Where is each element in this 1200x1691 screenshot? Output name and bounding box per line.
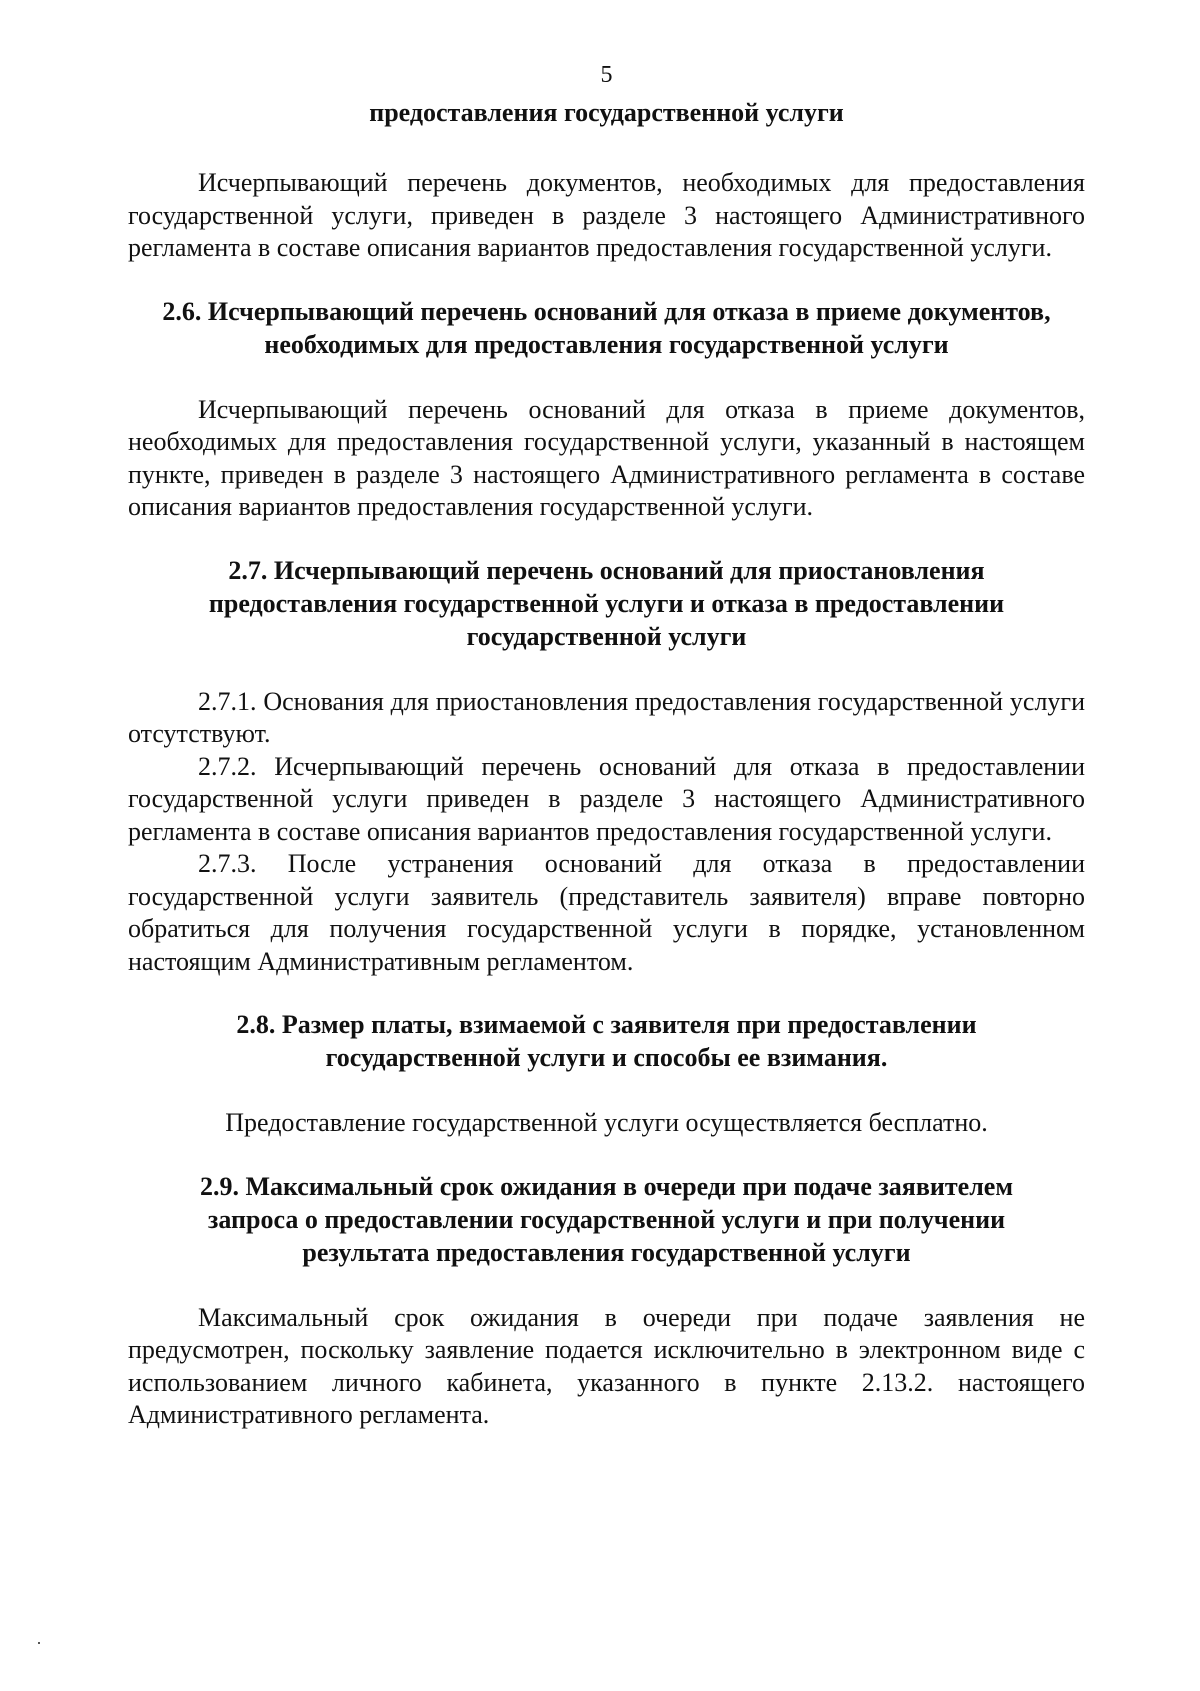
section-2-7-1-paragraph: 2.7.1. Основания для приостановления предоставления государственной услуги отсутствуют. — [128, 686, 1085, 748]
section-2-8-heading: 2.8. Размер платы, взимаемой с заявителя при предоставлении государственной услуги и способы ее взимания. — [236, 1010, 977, 1072]
page-number: 5 — [600, 62, 613, 88]
scan-speck — [38, 1642, 40, 1644]
intro-paragraph: Исчерпывающий перечень документов, необходимых для предоставления государственной услуги, приведен в разделе 3 настоящего Административного регламента в составе описания вариантов предоставления государственной услуги. — [128, 168, 1085, 262]
section-2-8-paragraph: Предоставление государственной услуги осуществляется бесплатно. — [225, 1108, 988, 1137]
section-2-9-heading: 2.9. Максимальный срок ожидания в очереди при подаче заявителем запроса о предоставлении государственной услуги и при получении результата предоставления государственной услуги — [199, 1171, 1014, 1267]
continued-heading: предоставления государственной услуги — [369, 98, 844, 127]
section-2-6-heading: 2.6. Исчерпывающий перечень оснований для отказа в приеме документов, необходимых для предоставления государственной услуги — [162, 296, 1051, 359]
section-2-6-paragraph: Исчерпывающий перечень оснований для отказа в приеме документов, необходимых для предоставления государственной услуги, указанный в настоящем пункте, приведен в разделе 3 настоящего Административного регламента в составе описания вариантов предоставления государственной услуги. — [128, 394, 1085, 521]
section-2-7-2-paragraph: 2.7.2. Исчерпывающий перечень оснований для отказа в предоставлении государственной услуги приведен в разделе 3 настоящего Административного регламента в составе описания вариантов предоставления государственной услуги. — [128, 751, 1085, 846]
section-2-7-3-paragraph: 2.7.3. После устранения оснований для отказа в предоставлении государственной услуги заявитель (представитель заявителя) вправе повторно обратиться для получения государственной услуги в порядке, установленном настоящим Административным регламентом. — [128, 849, 1085, 976]
section-2-9-paragraph: Максимальный срок ожидания в очереди при подаче заявления не предусмотрен, поскольку заявление подается исключительно в электронном виде с использованием личного кабинета, указанного в пункте 2.13.2. настоящего Административного регламента. — [128, 1302, 1085, 1429]
section-2-7-heading: 2.7. Исчерпывающий перечень оснований для приостановления предоставления государственной услуги и отказа в предоставлении государственной услуги — [208, 555, 1005, 651]
